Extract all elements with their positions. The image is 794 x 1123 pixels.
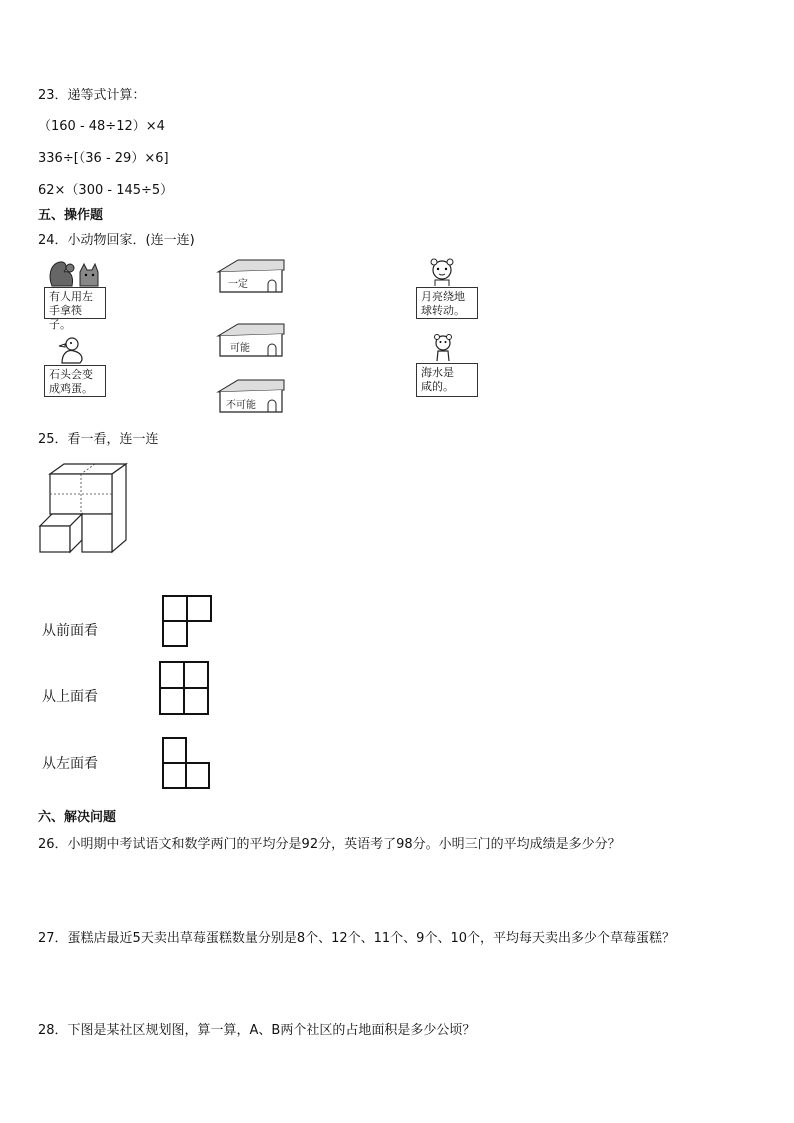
card-left-handed[interactable] [44, 287, 106, 331]
tiger-cub-icon [426, 258, 458, 288]
q26-text: 26．小明期中考试语文和数学两门的平均分是92分，英语考了98分。小明三门的平均成绩是多少分？ [38, 837, 621, 852]
duckling-icon [56, 335, 86, 365]
q23-expr-2: 336÷[（36 - 29）×6] [38, 151, 169, 166]
card-stone-egg-line2: 成鸡蛋。 [49, 382, 93, 395]
card-moon-earth-line1: 月亮绕地 [421, 290, 465, 303]
view-label-top: 从上面看 [42, 689, 98, 705]
left-view-shape[interactable] [162, 737, 210, 789]
front-view-shape[interactable] [162, 595, 212, 647]
card-sea-salty-line2: 咸的。 [421, 380, 454, 393]
card-left-handed-line1: 有人用左 [49, 290, 93, 303]
bear-cub-icon [428, 333, 458, 363]
house-label-possible: 可能 [230, 343, 250, 354]
card-moon-earth-line2: 球转动。 [421, 304, 465, 317]
q28-text: 28．下图是某社区规划图，算一算，A、B两个社区的占地面积是多少公顷？ [38, 1023, 476, 1038]
section-5-heading: 五、操作题 [38, 208, 104, 223]
q27-text: 27．蛋糕店最近5天卖出草莓蛋糕数量分别是8个、12个、11个、9个、10个，平均每天卖出多少个草莓蛋糕？ [38, 931, 675, 946]
card-stone-egg[interactable] [44, 365, 106, 397]
card-moon-earth[interactable] [416, 287, 478, 319]
q23-expr-3: 62×（300 - 145÷5） [38, 183, 174, 198]
card-sea-salty[interactable] [416, 363, 478, 397]
house-icon-possible[interactable] [216, 322, 286, 358]
card-sea-salty-line1: 海水是 [421, 366, 454, 379]
q25-title: 25．看一看，连一连 [38, 432, 159, 447]
section-6-heading: 六、解决问题 [38, 810, 117, 825]
card-left-handed-line2: 手拿筷子。 [49, 304, 82, 331]
top-view-shape[interactable] [159, 661, 209, 715]
q23-title: 23．递等式计算： [38, 88, 146, 103]
q23-expr-1: （160 - 48÷12）×4 [38, 119, 165, 134]
view-label-left: 从左面看 [42, 756, 98, 772]
house-label-impossible: 不可能 [226, 400, 256, 411]
q24-title: 24．小动物回家．(连一连) [38, 233, 195, 248]
house-label-certain: 一定 [228, 279, 248, 290]
squirrel-cat-icon [46, 258, 106, 288]
card-stone-egg-line1: 石头会变 [49, 368, 93, 381]
house-icon-certain[interactable] [216, 258, 286, 294]
cube-stack-figure [38, 462, 130, 556]
view-label-front: 从前面看 [42, 623, 98, 639]
